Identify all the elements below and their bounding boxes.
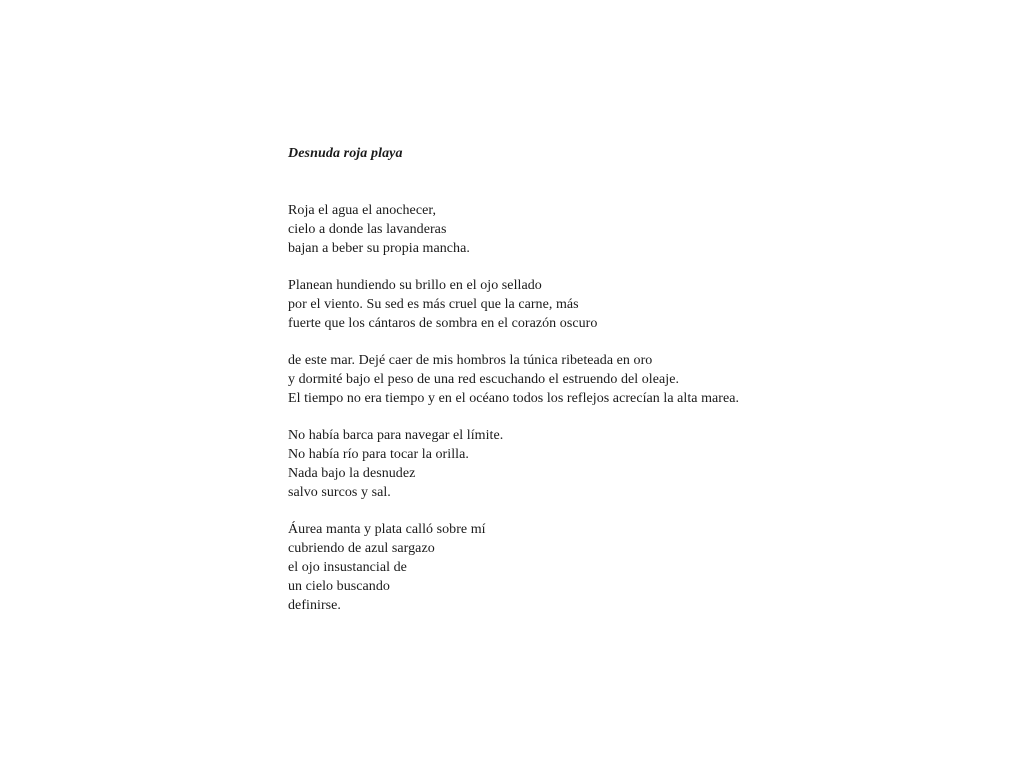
poem-line: Nada bajo la desnudez (288, 466, 416, 481)
stanza-1 (288, 201, 848, 258)
poem-line: salvo surcos y sal. (288, 485, 391, 500)
poem-line: Planean hundiendo su brillo en el ojo sellado (288, 278, 542, 293)
stanza-5 (288, 520, 848, 615)
poem-line: de este mar. Dejé caer de mis hombros la túnica ribeteada en oro (288, 353, 653, 368)
stanza-3 (288, 351, 848, 408)
poem (288, 144, 848, 633)
poem-line: un cielo buscando (288, 579, 390, 594)
poem-line: Áurea manta y plata calló sobre mí (288, 522, 486, 537)
poem-line: cielo a donde las lavanderas (288, 222, 447, 237)
poem-line: Roja el agua el anochecer, (288, 203, 437, 218)
stanza-2 (288, 276, 848, 333)
poem-line: bajan a beber su propia mancha. (288, 241, 470, 256)
poem-title: Desnuda roja playa (288, 146, 403, 161)
poem-line: el ojo insustancial de (288, 560, 407, 575)
poem-line: cubriendo de azul sargazo (288, 541, 435, 556)
poem-line: El tiempo no era tiempo y en el océano todos los reflejos acrecían la alta marea. (288, 391, 740, 406)
poem-line: definirse. (288, 598, 341, 613)
poem-line: por el viento. Su sed es más cruel que la carne, más (288, 297, 579, 312)
poem-line: y dormité bajo el peso de una red escuchando el estruendo del oleaje. (288, 372, 680, 387)
stanza-4 (288, 426, 848, 502)
poem-line: fuerte que los cántaros de sombra en el corazón oscuro (288, 316, 598, 331)
poem-line: No había río para tocar la orilla. (288, 447, 469, 462)
poem-line: No había barca para navegar el límite. (288, 428, 504, 443)
